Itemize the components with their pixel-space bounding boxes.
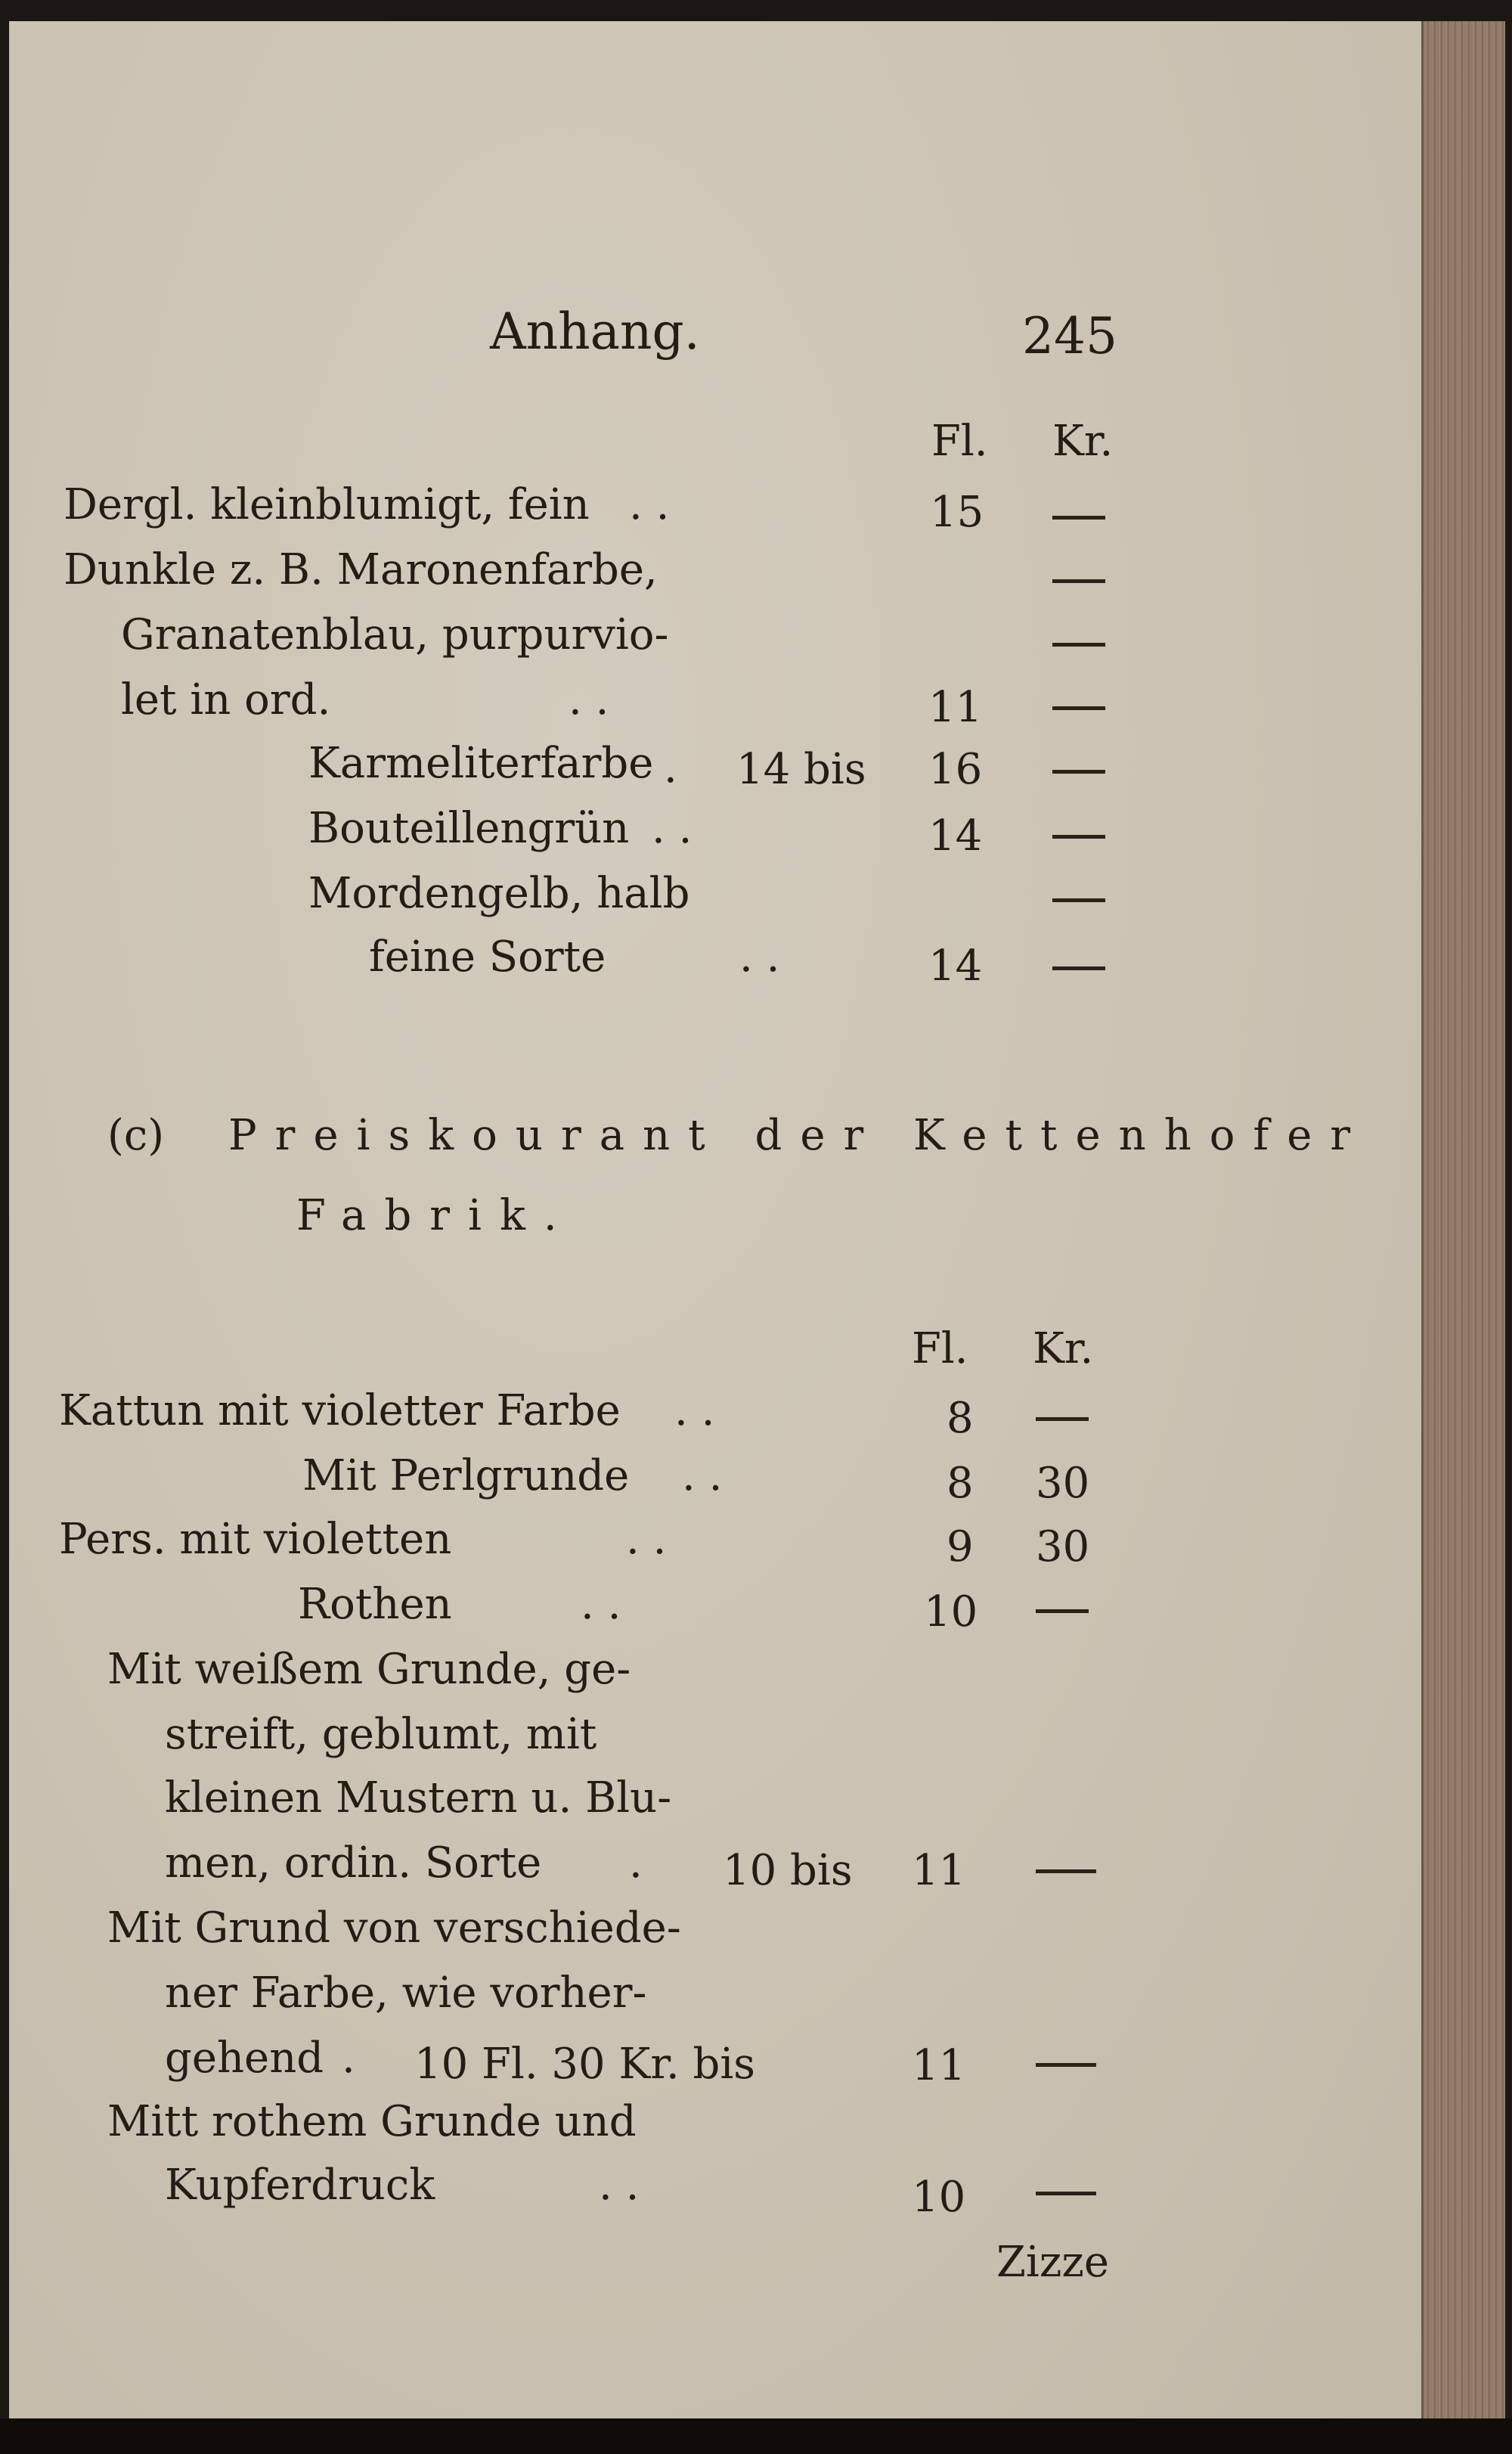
row-fl: 8 xyxy=(947,1459,974,1508)
row-kr-dash xyxy=(1036,1609,1089,1613)
row-text: Mitt rothem Grunde und xyxy=(107,2097,637,2146)
row-text: Dunkle z. B. Maronenfarbe, xyxy=(64,545,658,594)
row-dots: . . xyxy=(652,804,692,853)
row-text: Mit Grund von verschiede- xyxy=(107,1903,681,1953)
running-title: Anhang. xyxy=(490,302,700,361)
row-fl: 10 xyxy=(912,2173,966,2222)
row-kr-dash xyxy=(1052,898,1105,902)
row-fl: 8 xyxy=(947,1394,974,1443)
row-kr: 30 xyxy=(1036,1522,1090,1571)
row-fl: 10 xyxy=(924,1587,978,1637)
row-text: Kattun mit violetter Farbe xyxy=(59,1386,621,1435)
row-dots: . . xyxy=(674,1386,715,1435)
page-number: 245 xyxy=(1022,307,1117,365)
row-kr: 30 xyxy=(1036,1459,1090,1508)
row-fl: 14 xyxy=(928,811,983,861)
row-text: ner Farbe, wie vorher- xyxy=(165,1968,647,2018)
row-text: streift, geblumt, mit xyxy=(165,1710,597,1759)
col-header-kr: Kr. xyxy=(1052,417,1114,466)
row-range: 10 Fl. 30 Kr. bis xyxy=(414,2040,756,2089)
row-dots: . . xyxy=(629,480,670,529)
row-dots: . xyxy=(629,1838,643,1888)
row-text: Kupferdruck xyxy=(165,2161,435,2210)
section-marker: (c) xyxy=(107,1111,165,1160)
row-text: Pers. mit violetten xyxy=(59,1515,452,1564)
row-kr-dash xyxy=(1036,1417,1089,1421)
row-text: feine Sorte xyxy=(369,932,606,982)
row-kr-dash xyxy=(1036,2192,1096,2195)
page-edge xyxy=(1421,21,1505,2418)
row-text: Rothen xyxy=(298,1580,452,1629)
row-dots: . xyxy=(342,2034,355,2083)
catchword: Zizze xyxy=(996,2238,1109,2287)
row-kr-dash xyxy=(1052,966,1105,970)
section-heading-line2: Fabrik. xyxy=(296,1191,575,1240)
row-fl: 11 xyxy=(912,2041,966,2090)
row-text: Dergl. kleinblumigt, fein xyxy=(64,480,590,529)
row-dots: . xyxy=(664,743,677,793)
row-fl: 11 xyxy=(912,1846,966,1895)
row-dots: . . xyxy=(626,1515,667,1564)
row-text: gehend xyxy=(165,2034,324,2083)
row-kr-dash xyxy=(1052,835,1105,839)
row-kr-dash xyxy=(1052,579,1105,583)
row-kr-dash xyxy=(1052,770,1105,774)
row-text: Mordengelb, halb xyxy=(308,869,690,918)
row-range: 14 bis xyxy=(736,745,866,794)
col-header-kr: Kr. xyxy=(1033,1324,1094,1373)
row-text: Bouteillengrün xyxy=(308,804,630,853)
row-dots: . . xyxy=(682,1451,723,1500)
row-kr-dash xyxy=(1052,706,1105,710)
row-dots: . . xyxy=(569,675,609,724)
row-text: Karmeliterfarbe xyxy=(308,739,654,788)
row-text: let in ord. xyxy=(121,675,331,724)
row-text: men, ordin. Sorte xyxy=(165,1838,542,1888)
row-kr-dash xyxy=(1052,516,1105,520)
book-page xyxy=(9,21,1421,2418)
row-fl: 14 xyxy=(928,942,983,991)
row-range: 10 bis xyxy=(723,1846,853,1895)
row-fl: 9 xyxy=(947,1522,974,1571)
row-dots: . . xyxy=(581,1580,621,1629)
row-fl: 11 xyxy=(928,683,983,732)
col-header-fl: Fl. xyxy=(912,1324,968,1373)
scan-border xyxy=(0,2418,1512,2454)
row-fl: 15 xyxy=(930,488,984,537)
row-dots: . . xyxy=(599,2161,640,2210)
section-heading-line1: Preiskourant der Kettenhofer xyxy=(228,1111,1369,1160)
row-dots: . . xyxy=(739,932,780,982)
row-text: Mit weißem Grunde, ge- xyxy=(107,1645,631,1694)
row-text: kleinen Mustern u. Blu- xyxy=(165,1773,672,1823)
row-kr-dash xyxy=(1036,1869,1096,1873)
row-kr-dash xyxy=(1036,2063,1096,2067)
col-header-fl: Fl. xyxy=(931,417,988,466)
row-fl: 16 xyxy=(928,745,983,794)
row-text: Granatenblau, purpurvio- xyxy=(121,610,669,659)
row-kr-dash xyxy=(1052,643,1105,647)
row-text: Mit Perlgrunde xyxy=(302,1451,630,1500)
